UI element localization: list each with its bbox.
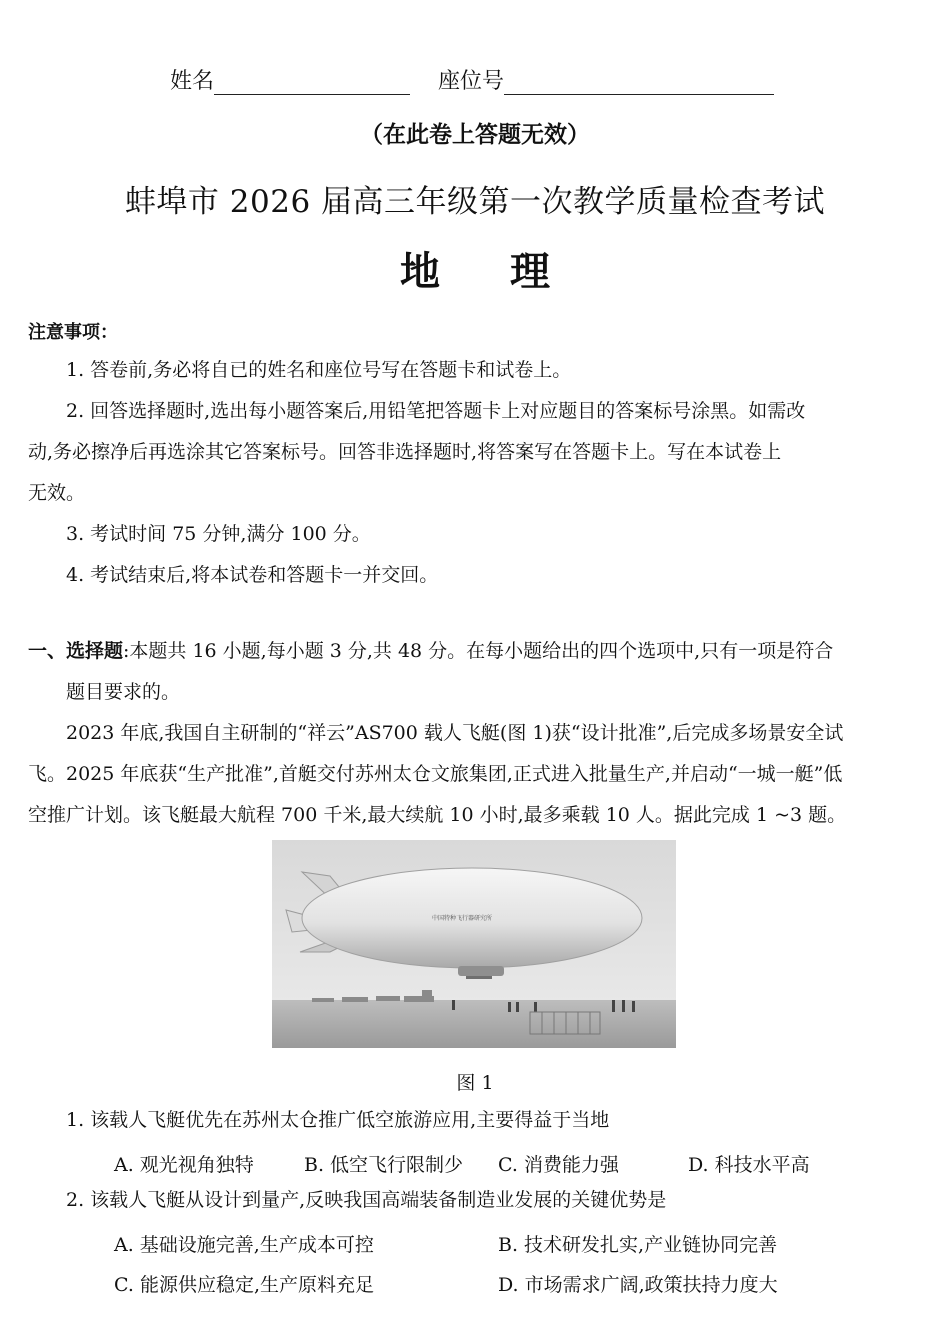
material-line-2: 飞。2025 年底获“生产批准”,首艇交付苏州太仓文旅集团,正式进入批量生产,并启动“一城一艇”低 bbox=[28, 763, 843, 785]
q1-option-a: A. 观光视角独特 bbox=[114, 1154, 254, 1176]
q2-option-a: A. 基础设施完善,生产成本可控 bbox=[114, 1234, 374, 1256]
subject-title: 地理 bbox=[400, 249, 620, 295]
name-blank bbox=[214, 72, 410, 95]
seat-field-row bbox=[438, 64, 774, 95]
seat-label: 座位号 bbox=[438, 69, 505, 94]
q1-option-b: B. 低空飞行限制少 bbox=[304, 1154, 464, 1176]
notice-item-3: 3. 考试时间 75 分钟,满分 100 分。 bbox=[66, 523, 371, 545]
notice-item-2: 2. 回答选择题时,选出每小题答案后,用铅笔把答题卡上对应题目的答案标号涂黑。如需改 bbox=[66, 400, 806, 422]
section-1-text: :本题共 16 小题,每小题 3 分,共 48 分。在每小题给出的四个选项中,只有一项是符合 bbox=[123, 640, 834, 662]
invalid-note: （在此卷上答题无效） bbox=[360, 122, 590, 148]
q2-option-d: D. 市场需求广阔,政策扶持力度大 bbox=[498, 1274, 778, 1296]
notice-item-4: 4. 考试结束后,将本试卷和答题卡一并交回。 bbox=[66, 564, 439, 586]
ground bbox=[272, 1000, 676, 1048]
section-1-intro bbox=[28, 631, 833, 672]
airship-illustration bbox=[272, 840, 676, 1048]
notice-item-2-end: 无效。 bbox=[28, 482, 86, 504]
airship-gondola bbox=[458, 966, 504, 976]
notice-item-2-cont: 动,务必擦净后再选涂其它答案标号。回答非选择题时,将答案写在答题卡上。写在本试卷上 bbox=[28, 441, 782, 463]
name-label: 姓名 bbox=[170, 69, 215, 94]
q1-option-d: D. 科技水平高 bbox=[688, 1154, 810, 1176]
name-field-row bbox=[170, 64, 410, 95]
question-2-stem: 2. 该载人飞艇从设计到量产,反映我国高端装备制造业发展的关键优势是 bbox=[66, 1189, 667, 1211]
seat-blank bbox=[504, 72, 774, 95]
figure-caption: 图 1 bbox=[456, 1072, 494, 1094]
exam-title: 蚌埠市 2026 届高三年级第一次教学质量检查考试 bbox=[124, 184, 826, 220]
notice-heading: 注意事项： bbox=[28, 322, 118, 343]
q2-option-b: B. 技术研发扎实,产业链协同完善 bbox=[498, 1234, 778, 1256]
q2-option-c: C. 能源供应稳定,生产原料充足 bbox=[114, 1274, 374, 1296]
airship-lettering: 中国特种飞行器研究所 bbox=[432, 915, 493, 922]
material-line-1: 2023 年底,我国自主研制的“祥云”AS700 载人飞艇(图 1)获“设计批准”,后完成多场景安全试 bbox=[66, 722, 844, 744]
airship-photo bbox=[272, 840, 676, 1048]
notice-item-1: 1. 答卷前,务必将自已的姓名和座位号写在答题卡和试卷上。 bbox=[66, 359, 572, 381]
q1-option-c: C. 消费能力强 bbox=[498, 1154, 619, 1176]
section-1-intro-cont: 题目要求的。 bbox=[66, 681, 181, 703]
question-1-stem: 1. 该载人飞艇优先在苏州太仓推广低空旅游应用,主要得益于当地 bbox=[66, 1109, 610, 1131]
material-line-3: 空推广计划。该飞艇最大航程 700 千米,最大续航 10 小时,最多乘载 10 人。据此完成 1 ~3 题。 bbox=[28, 804, 847, 826]
section-1-label: 一、选择题 bbox=[28, 640, 124, 662]
